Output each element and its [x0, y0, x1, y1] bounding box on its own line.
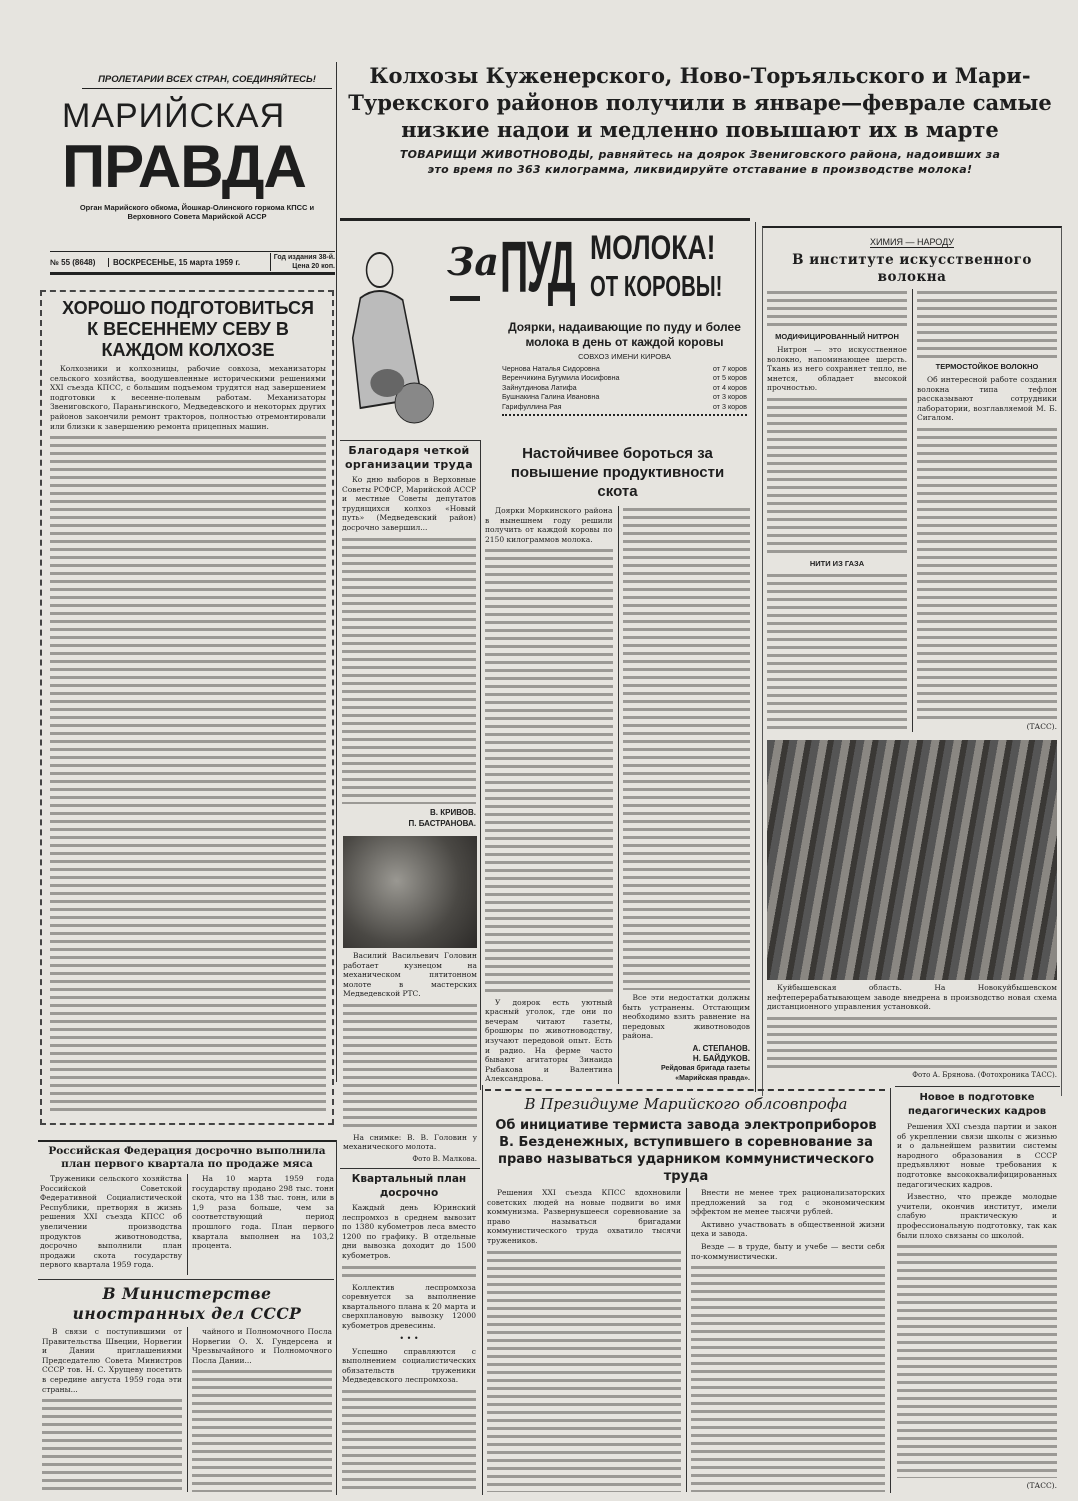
refinery-photo — [767, 740, 1057, 980]
milkmaid-illustration — [345, 238, 445, 428]
chem-headline: В институте искусственного волокна — [792, 252, 1032, 285]
column-rule — [336, 62, 337, 1082]
mid-title: Министерстве иностранных дел СССР — [72, 1284, 302, 1323]
chem-sub1: МОДИФИЦИРОВАННЫЙ НИТРОН — [775, 332, 899, 341]
mid-body1 — [42, 1397, 182, 1492]
year-price — [270, 253, 335, 271]
za-underline — [450, 296, 480, 301]
issue-number: № 55 (8648) — [50, 257, 96, 267]
blacksmith-credit: Фото В. Малкова. — [412, 1155, 477, 1163]
presidium-article — [487, 1094, 885, 1492]
organization-article — [342, 444, 476, 829]
chem-p2: Об интересной работе создания волокна типа тефлон рассказывают сотрудники лаборатории, возглавляемой М. Б. Сигалом. — [917, 375, 1057, 423]
column-rule — [480, 440, 481, 1090]
chem-rubric — [767, 230, 1057, 249]
column-rule — [755, 222, 756, 1092]
presidium-p2: Внести не менее трех рационализаторских предложений за год с экономическим эффектом не менее тысячи рублей. — [691, 1188, 885, 1217]
divider — [38, 1140, 336, 1142]
teachers-tass: (ТАСС). — [1026, 1481, 1057, 1490]
milkmaid-drawing — [345, 238, 445, 428]
mid-prefix: В — [102, 1284, 117, 1303]
blacksmith-note: На снимке: В. В. Головин у механического молота. — [343, 1132, 477, 1152]
byline-author: А. СТЕПАНОВ. — [692, 1044, 750, 1053]
year: Год издания 38-й. — [273, 254, 335, 261]
milkmaid-table — [502, 364, 747, 416]
livestock-p2: У доярок есть уютный красный уголок, где они по вечерам читают газеты, брошюры по животноводству, изучают передовой опыт. Есть и радио. На ферме часто бывают агитаторы Зинаида Рыбакова и Валентина Александрова. — [485, 997, 613, 1084]
presidium-headline: Об инициативе термиста завода электроприборов В. Безденежных, вступившего в соревнование за право называться ударником коммунистического труда — [495, 1118, 877, 1184]
teachers-p1: Решения XXI съезда партии и закон об укреплении связи школы с жизнью и о дальнейшем развитии системы народного образования в СССР предъявляют новые требования к подготовке высококвалифицированных педагогических кадров. — [897, 1122, 1057, 1189]
divider — [38, 1279, 334, 1280]
byline-author: В. КРИВОВ. — [430, 808, 476, 817]
chem-body3 — [917, 289, 1057, 359]
mid-body2 — [192, 1368, 332, 1492]
cow-count: от 3 коров — [712, 392, 747, 402]
livestock-byline — [623, 1044, 751, 1084]
quarter-p1: Каждый день Юринский леспромхоз в среднем вывозит по 1380 кубометров леса вместо 1200 по графику. В отдельные дни вывозка доходит до 1500 кубометров. — [342, 1203, 476, 1260]
quarter-p3: Успешно справляются с выполнением социалистических обязательств труженики Медведевского леспромхоза. — [342, 1346, 476, 1385]
title-line1: МАРИЙСКАЯ — [62, 97, 286, 135]
refinery-caption-more — [767, 1015, 1057, 1068]
table-row — [502, 364, 747, 373]
presidium-body2 — [691, 1264, 885, 1492]
organization-body — [342, 536, 476, 804]
chem-rubric-text: ХИМИЯ — НАРОДУ — [870, 237, 954, 247]
presidium-rule — [485, 1089, 885, 1091]
cow-count: от 7 коров — [712, 364, 747, 373]
slogan: ПРОЛЕТАРИИ ВСЕХ СТРАН, СОЕДИНЯЙТЕСЬ! — [82, 74, 332, 89]
table-row — [502, 383, 747, 392]
moloka-label: МОЛОКА! — [590, 229, 716, 267]
chem-body1 — [767, 396, 907, 556]
milkmaid-name: Веренчикина Бугумила Иосифовна — [502, 373, 620, 383]
milk-subtitle: Доярки, надаивающие по пуду и более молока в день от каждой коровы — [508, 320, 741, 349]
rsfsr-p2: На 10 марта 1959 года государству продано 298 тыс. тонн скота, что на 138 тыс. тонн, или в 1,9 раза больше, чем за соответствующий период прошлого года. План первого квартала выполнен на 103,2 процента. — [192, 1174, 334, 1251]
chem-body4 — [917, 426, 1057, 719]
left-article-lede: Колхозники и колхозницы, рабочие совхоза, механизаторы сельского хозяйства, воодушевленные историческими решениями XXI съезда КПСС, с большим подъемом трудятся над завершением подготовки к весенне-полевым работам. Механизаторы Звениговского, Параньгинского, Медведевского и некоторых других районов закончили ремонт тракторов, полностью отремонтировали или близки к завершению ремонта прицепных машин. — [50, 364, 326, 431]
rsfsr-article — [40, 1145, 334, 1275]
quarter-article — [342, 1172, 476, 1492]
quarter-body — [342, 1264, 476, 1280]
blacksmith-caption-more — [343, 1002, 477, 1130]
ot-korovy-label: ОТ КОРОВЫ! — [590, 271, 723, 303]
cow-count: от 3 коров — [712, 401, 747, 411]
masthead — [62, 74, 332, 221]
presidium-body1 — [487, 1249, 681, 1492]
cow-count: от 4 коров — [712, 382, 747, 392]
column-rule — [336, 1140, 337, 1495]
livestock-body-col2 — [623, 506, 751, 990]
milkmaid-name: Чернова Наталья Сидоровна — [502, 364, 600, 373]
refinery-credit: Фото А. Брянова. (Фотохроника ТАСС). — [912, 1071, 1057, 1079]
milk-info — [502, 320, 747, 416]
mid-p1: В связи с поступившими от Правительства Швеции, Норвегии и Дании приглашениями Председателю Совета Министров СССР тов. Н. С. Хрущеву посетить в середине августа 1959 года эти страны... — [42, 1327, 182, 1394]
chem-intro — [767, 289, 907, 329]
lead-block — [345, 62, 1055, 177]
table-row — [502, 373, 747, 382]
cow-count: от 5 коров — [712, 373, 747, 383]
za-label: За — [447, 239, 500, 284]
presidium-p1: Решения XXI съезда КПСС вдохновили советских людей на новые подвиги во имя коммунизма. Развернувшееся соревнование за право называться бригадами коммунистического труда охватило тысячи тружеников. — [487, 1188, 681, 1245]
column-rule — [890, 1088, 891, 1493]
left-article-headline: ХОРОШО ПОДГОТОВИТЬСЯ К ВЕСЕННЕМУ СЕВУ В КАЖДОМ КОЛХОЗЕ — [62, 298, 314, 360]
quarter-body2 — [342, 1388, 476, 1492]
milkmaid-name: Гарифуллина Рая — [502, 401, 562, 411]
chem-sub3: ТЕРМОСТОЙКОЕ ВОЛОКНО — [935, 362, 1039, 371]
blacksmith-caption: Василий Васильевич Головин работает кузнецом на механическом пятитонном молоте в мастерских Медведевской РТС. — [343, 951, 477, 999]
chem-article — [767, 230, 1057, 732]
issue-date: ВОСКРЕСЕНЬЕ, 15 марта 1959 г. — [108, 258, 270, 267]
quarter-dots: • • • — [399, 1333, 419, 1343]
blacksmith-photo — [343, 836, 477, 948]
mid-article — [42, 1284, 332, 1492]
table-row — [502, 392, 747, 401]
livestock-article — [485, 444, 750, 1084]
livestock-p3: Все эти недостатки должны быть устранены. Отстающим необходимо взять равнение на передовых животноводов района. — [622, 993, 750, 1041]
milkmaid-name: Зайнутдинова Латифа — [502, 382, 577, 392]
quarter-headline: Квартальный план досрочно — [351, 1173, 467, 1199]
organ-text: Орган Марийского обкома, Йошкар-Олинского горкома КПСС и Верховного Совета Марийской АССР — [79, 203, 315, 221]
refinery-block — [767, 740, 1057, 1080]
table-row — [502, 402, 747, 411]
organization-byline — [342, 807, 476, 829]
mid-headline — [42, 1284, 332, 1324]
mid-p2: чайного и Полномочного Посла Норвегии О. Х. Гундерсена и Чрезвычайного и Полномочного Посла Дании... — [192, 1327, 332, 1365]
chem-body2 — [767, 572, 907, 732]
chem-p1: Нитрон — это искусственное волокно, напоминающее шерсть. Ткань из него сохраняет тепло, не мнется, обладает высокой прочностью. — [767, 345, 907, 393]
rsfsr-p1: Труженики сельского хозяйства Российской Советской Федеративной Социалистической Республики, претворяя в жизнь решения XXI съезда КПСС об увеличении производства продуктов животноводства, досрочно выполнили план продажи скота государству первого квартала 1959 года. — [40, 1174, 182, 1270]
presidium-rubric: В Президиуме Марийского облсовпрофа — [524, 1095, 848, 1113]
chem-tass: (ТАСС). — [1026, 722, 1057, 731]
price: Цена 20 коп. — [292, 263, 335, 270]
quarter-p2: Коллектив леспромхоза соревнуется за выполнение квартального плана к 20 марта и сверхплановую вывозку 12000 кубометров древесины. — [342, 1282, 476, 1330]
teachers-headline: Новое в подготовке педагогических кадров — [907, 1092, 1047, 1117]
left-article — [50, 298, 326, 1116]
divider — [895, 1086, 1060, 1087]
teachers-p2: Известно, что прежде молодые учители, окончив институт, имели слабую практическую и профессиональную подготовку, так как были плохо связаны со школой. — [897, 1192, 1057, 1240]
rsfsr-headline: Российская Федерация досрочно выполнила план первого квартала по продаже мяса — [48, 1145, 326, 1170]
organization-headline: Благодаря четкой организации труда — [345, 444, 473, 471]
byline-brigade: Рейдовая бригада газеты «Марийская правда». — [660, 1065, 750, 1082]
lead-appeal: ТОВАРИЩИ ЖИВОТНОВОДЫ, равняйтесь на доярок Звениговского района, надоивших за это время по 363 килограмма, ликвидируйте отставание в производстве молока! — [399, 148, 1001, 176]
organization-lede: Ко дню выборов в Верховные Советы РСФСР, Марийской АССР и местные Советы депутатов трудящихся колхоз «Новый путь» (Медведевский район) досрочно завершил... — [342, 475, 476, 532]
livestock-lede: Доярки Моркинского района в нынешнем году решили получить от каждой коровы по 2150 килограммов молока. — [485, 506, 613, 544]
blacksmith-block — [343, 836, 477, 1164]
milkmaid-name: Бушнакина Галина Ивановна — [502, 392, 600, 402]
divider — [340, 1168, 480, 1169]
teachers-body — [897, 1243, 1057, 1478]
byline-author: Н. БАЙДУКОВ. — [692, 1054, 750, 1063]
divider — [340, 218, 750, 221]
left-article-body — [50, 434, 326, 1116]
chem-sub2: НИТИ ИЗ ГАЗА — [809, 558, 865, 568]
column-rule — [482, 1085, 483, 1495]
livestock-headline: Настойчивее бороться за повышение продуктивности скота — [510, 445, 725, 500]
lead-headline: Колхозы Куженерского, Ново-Торъяльского и Мари-Турекского районов получили в январе—феврале самые низкие надои и медленно повышают их в марте — [348, 63, 1052, 142]
teachers-article — [897, 1091, 1057, 1491]
livestock-body-col1 — [485, 547, 613, 994]
farm-name: СОВХОЗ ИМЕНИ КИРОВА — [578, 352, 671, 361]
byline-author: П. БАСТРАНОВА. — [408, 819, 476, 828]
presidium-p3: Активно участвовать в общественной жизни цеха и завода. — [691, 1219, 885, 1239]
divider — [340, 440, 480, 441]
title-line2: ПРАВДА — [62, 133, 306, 200]
presidium-p4: Везде — в труде, быту и учебе — вести себя по-коммунистически. — [691, 1241, 885, 1261]
pud-label: ПУД — [500, 225, 575, 308]
refinery-caption: Куйбышевская область. На Новокуйбышевском нефтеперерабатывающем заводе внедрена в производство новая схема дистанционного управления установкой. — [767, 983, 1057, 1012]
issue-bar — [50, 251, 335, 275]
